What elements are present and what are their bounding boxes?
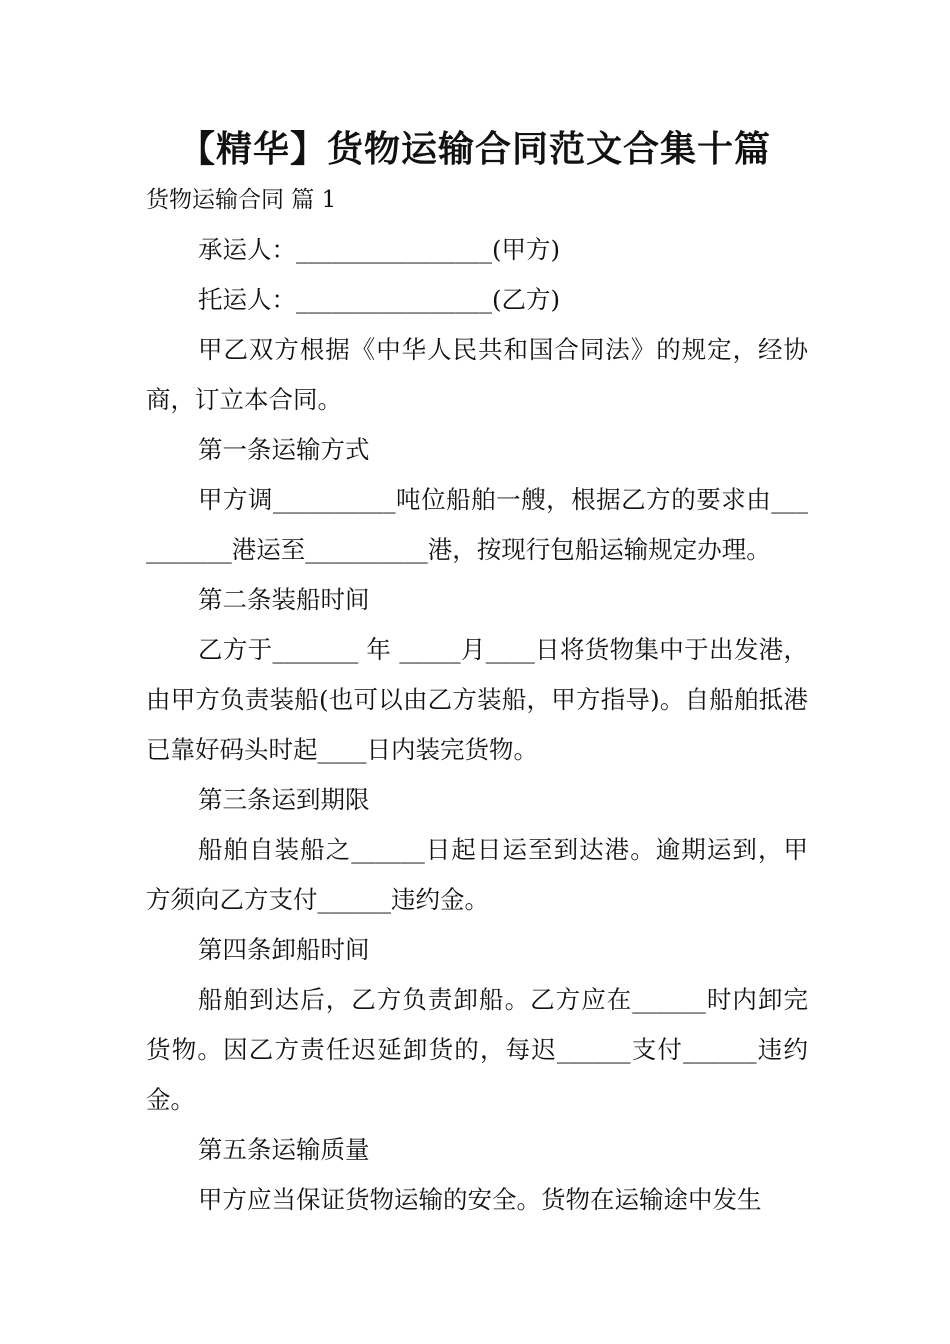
article-heading-2: 第二条装船时间 [198,585,370,614]
article-text-2: 乙方于_______ 年 _____月____日将货物集中于出发港，由甲方负责装船(也可以由乙方装船，甲方指导)。自船舶抵港已靠好码头时起____日内装完货物。 [146,635,808,764]
article-heading-1: 第一条运输方式 [198,435,370,464]
document-title: 【精华】货物运输合同范文合集十篇 [178,129,771,170]
paragraph-preamble: 甲乙双方根据《中华人民共和国合同法》的规定，经协商，订立本合同。 [146,335,808,414]
document-body [146,225,808,1225]
article-heading-5: 第五条运输质量 [198,1135,370,1164]
document-subtitle: 货物运输合同 篇 1 [146,187,337,213]
article-text-3: 船舶自装船之______日起日运至到达港。逾期运到，甲方须向乙方支付______违约金。 [146,835,808,914]
article-heading-3: 第三条运到期限 [198,785,370,814]
article-text-1: 甲方调__________吨位船舶一艘，根据乙方的要求由__________港运至__________港，按现行包船运输规定办理。 [146,485,808,564]
article-text-4: 船舶到达后，乙方负责卸船。乙方应在______时内卸完货物。因乙方责任迟延卸货的，每迟______支付______违约金。 [146,985,808,1114]
article-text-5: 甲方应当保证货物运输的安全。货物在运输途中发生 [198,1185,762,1214]
paragraph-carrier: 承运人：________________(甲方) [198,235,561,264]
article-heading-4: 第四条卸船时间 [198,935,370,964]
paragraph-shipper: 托运人：________________(乙方) [198,285,561,314]
